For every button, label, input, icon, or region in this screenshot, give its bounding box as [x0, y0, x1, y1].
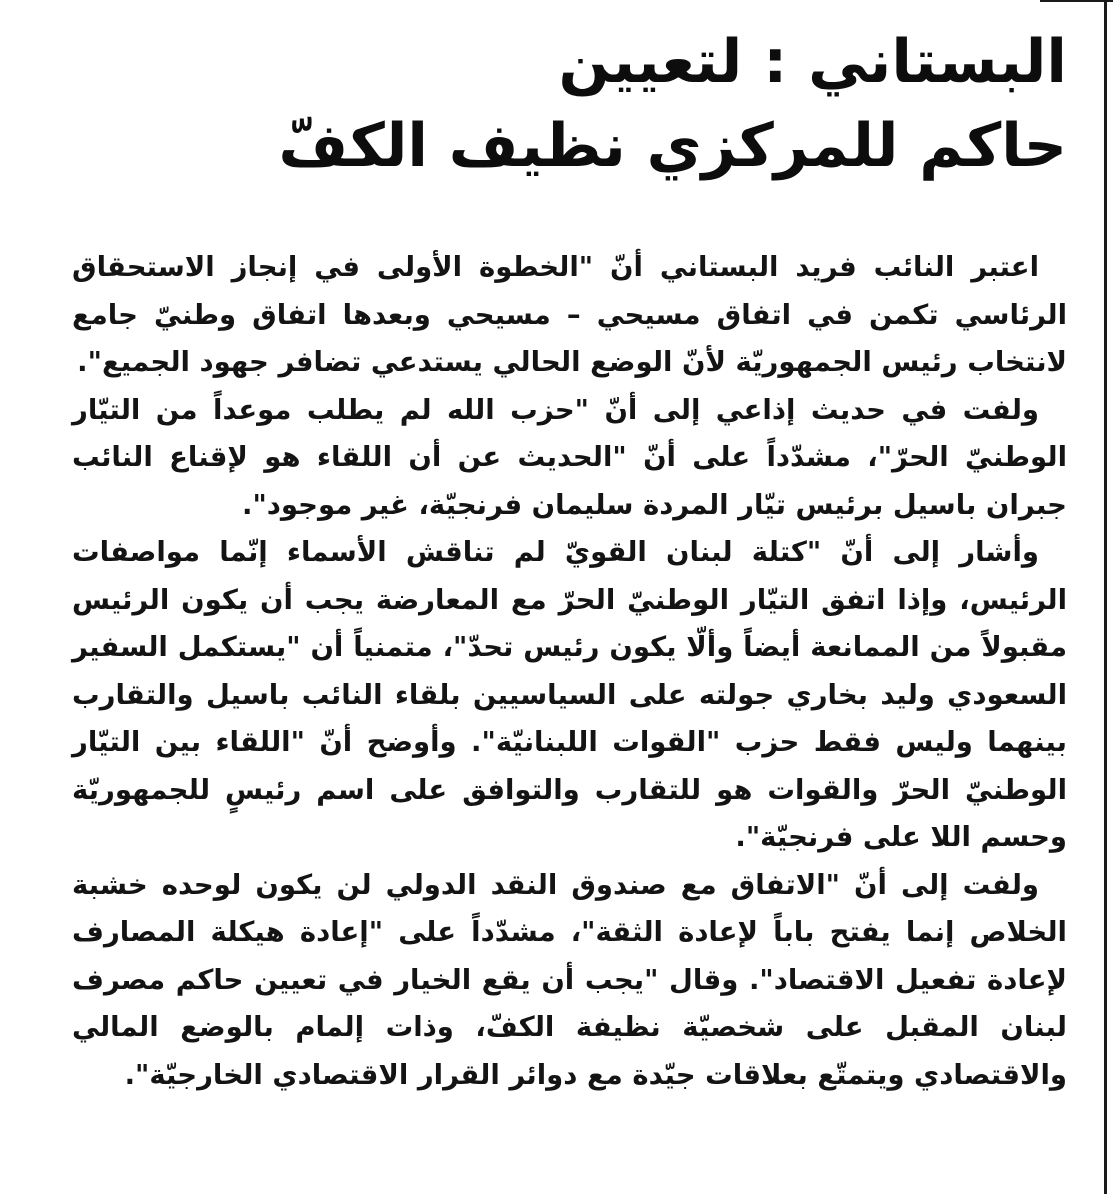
paragraph-4: ولفت إلى أنّ "الاتفاق مع صندوق النقد الدولي لن يكون لوحده خشبة الخلاص إنما يفتح باباً لإعادة الثقة"، مشدّداً على "إعادة هيكلة المصارف لإعادة تفعيل الاقتصاد". وقال "يجب أن يقع الخيار في تعيين حاكم مصرف لبنان المقبل على شخصيّة نظيفة الكفّ، وذات إلمام بالوضع المالي والاقتصادي ويتمتّع بعلاقات جيّدة مع دوائر القرار الاقتصادي الخارجيّة". [72, 868, 1067, 1091]
paragraph-2: ولفت في حديث إذاعي إلى أنّ "حزب الله لم يطلب موعداً من التيّار الوطنيّ الحرّ"، مشدّداً على أنّ "الحديث عن أن اللقاء هو لإقناع النائب جبران باسيل برئيس تيّار المردة سليمان فرنجيّة، غير موجود". [72, 393, 1067, 521]
article-body [72, 244, 1067, 1099]
article [72, 20, 1067, 1099]
frame-top-rule [1040, 0, 1113, 2]
headline-line-2: حاكم للمركزي نظيف الكفّ [278, 111, 1067, 181]
headline-line-1: البستاني : لتعيين [558, 27, 1067, 97]
frame-right-rule [1104, 0, 1107, 1194]
headline [72, 20, 1067, 188]
paragraph-3: وأشار إلى أنّ "كتلة لبنان القويّ لم تناقش الأسماء إنّما مواصفات الرئيس، وإذا اتفق التيّار الوطنيّ الحرّ مع المعارضة يجب أن يكون الرئيس مقبولاً من الممانعة أيضاً وألّا يكون رئيس تحدّ"، متمنياً أن "يستكمل السفير السعودي وليد بخاري جولته على السياسيين بلقاء النائب باسيل والتقارب بينهما وليس فقط حزب "القوات اللبنانيّة". وأوضح أنّ "اللقاء بين التيّار الوطنيّ الحرّ والقوات هو للتقارب والتوافق على اسم رئيسٍ للجمهوريّة وحسم اللا على فرنجيّة". [72, 536, 1067, 853]
paragraph-1: اعتبر النائب فريد البستاني أنّ "الخطوة الأولى في إنجاز الاستحقاق الرئاسي تكمن في اتفاق مسيحي – مسيحي وبعدها اتفاق وطنيّ جامع لانتخاب رئيس الجمهوريّة لأنّ الوضع الحالي يستدعي تضافر جهود الجميع". [72, 251, 1067, 378]
